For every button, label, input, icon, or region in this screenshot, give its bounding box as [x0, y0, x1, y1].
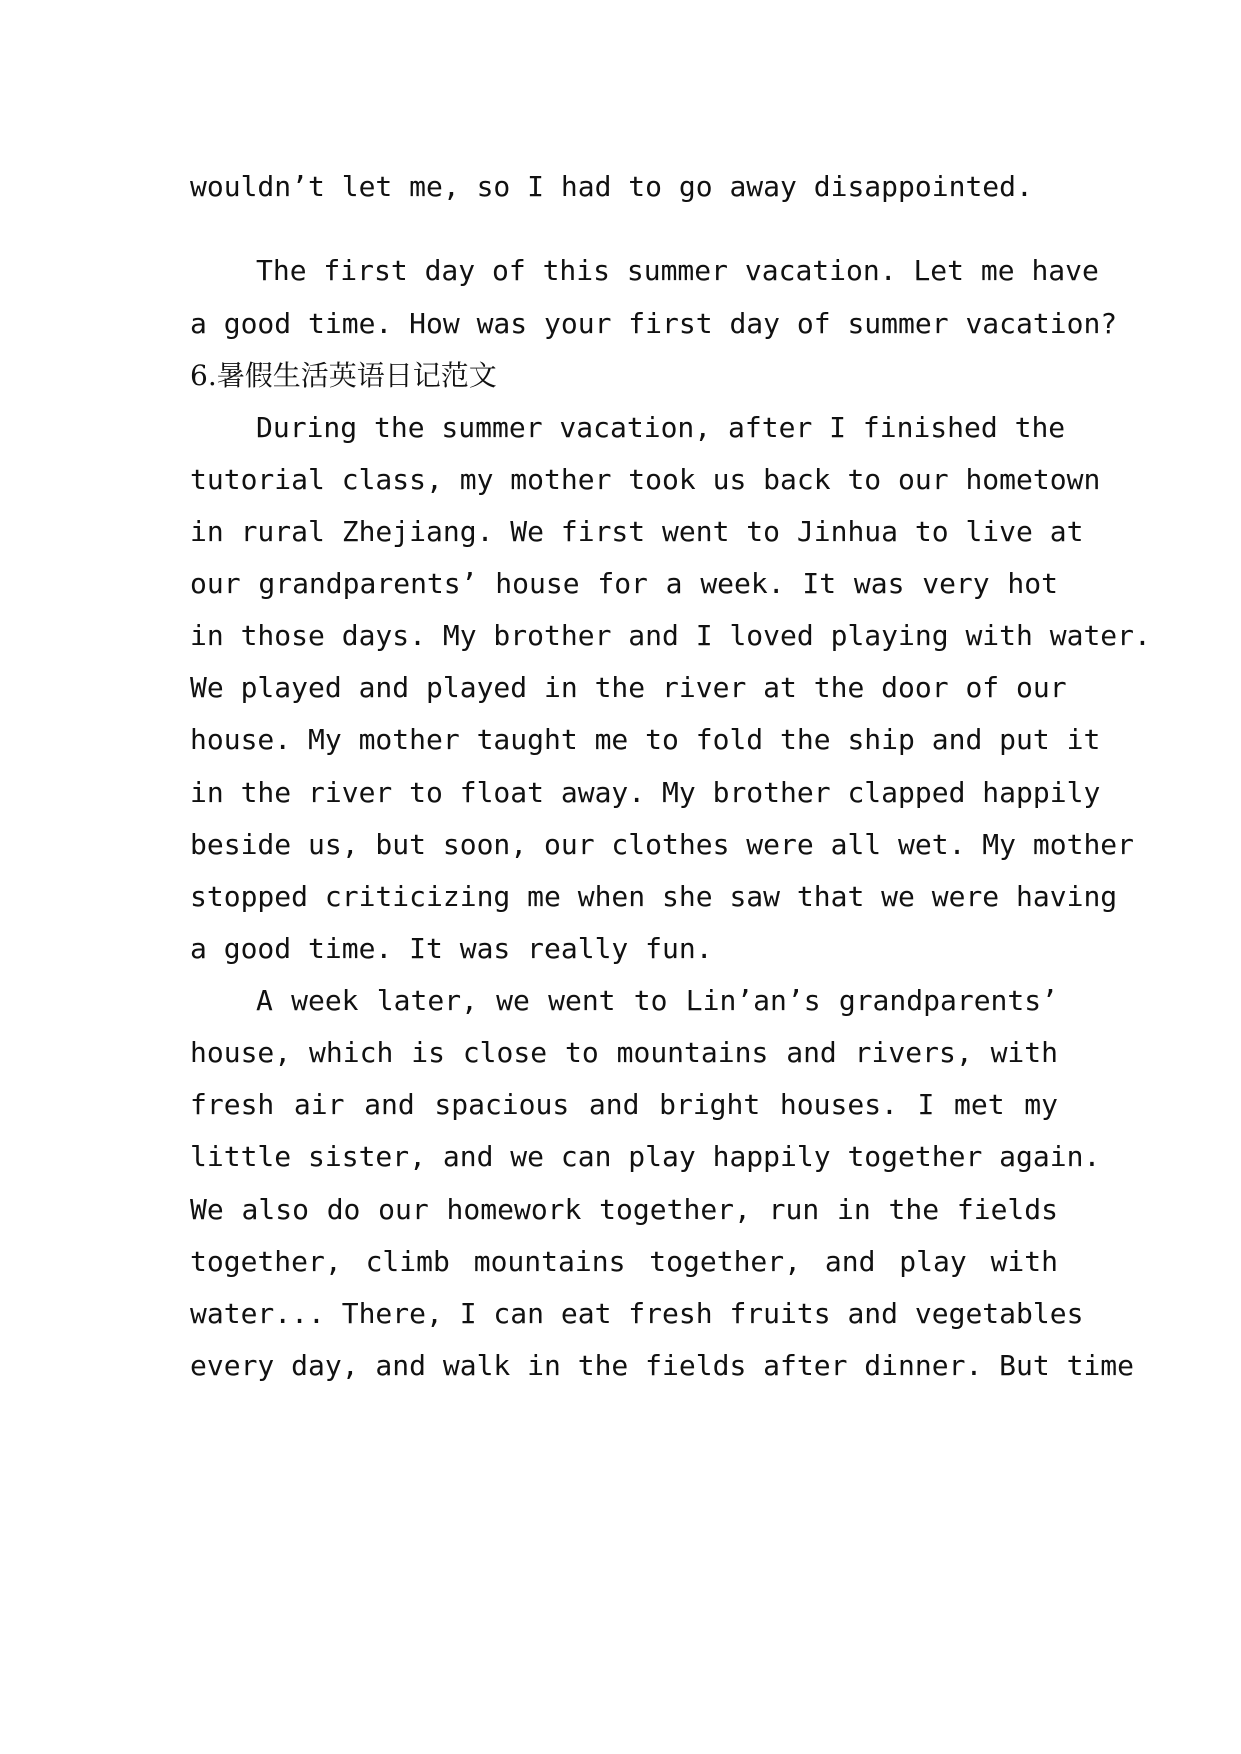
text-line: tutorial class, my mother took us back to our hometown: [190, 463, 1101, 496]
text-line: a good time. How was your first day of summer vacation?: [190, 307, 1118, 340]
text-line: our grandparents’ house for a week. It was very hot: [190, 567, 1058, 600]
text-line: together, climb mountains together, and play with: [190, 1245, 1058, 1278]
text-line: little sister, and we can play happily together again.: [190, 1140, 1101, 1173]
text-line: We played and played in the river at the door of our: [190, 671, 1067, 704]
text-line: stopped criticizing me when she saw that we were having: [190, 880, 1118, 913]
text-line: in the river to float away. My brother clapped happily: [190, 776, 1101, 809]
paragraph-first-line: The first day of this summer vacation. Let me have: [256, 254, 1099, 287]
text-line: We also do our homework together, run in the fields: [190, 1193, 1058, 1226]
text-line: water... There, I can eat fresh fruits and vegetables: [190, 1297, 1084, 1330]
text-line: house, which is close to mountains and rivers, with: [190, 1036, 1058, 1069]
text-line: wouldn’t let me, so I had to go away disappointed.: [190, 170, 1033, 203]
paragraph-first-line: A week later, we went to Lin’an’s grandparents’: [256, 984, 1058, 1017]
text-line: every day, and walk in the fields after dinner. But time: [190, 1349, 1135, 1382]
text-line: fresh air and spacious and bright houses. I met my: [190, 1088, 1058, 1121]
text-line: house. My mother taught me to fold the ship and put it: [190, 723, 1101, 756]
text-line: in rural Zhejiang. We first went to Jinhua to live at: [190, 515, 1084, 548]
paragraph-first-line: During the summer vacation, after I finished the: [256, 411, 1066, 444]
text-line: in those days. My brother and I loved playing with water.: [190, 619, 1151, 652]
text-line: beside us, but soon, our clothes were all wet. My mother: [190, 828, 1135, 861]
text-line: a good time. It was really fun.: [190, 932, 713, 965]
section-heading: 6.暑假生活英语日记范文: [190, 359, 497, 392]
